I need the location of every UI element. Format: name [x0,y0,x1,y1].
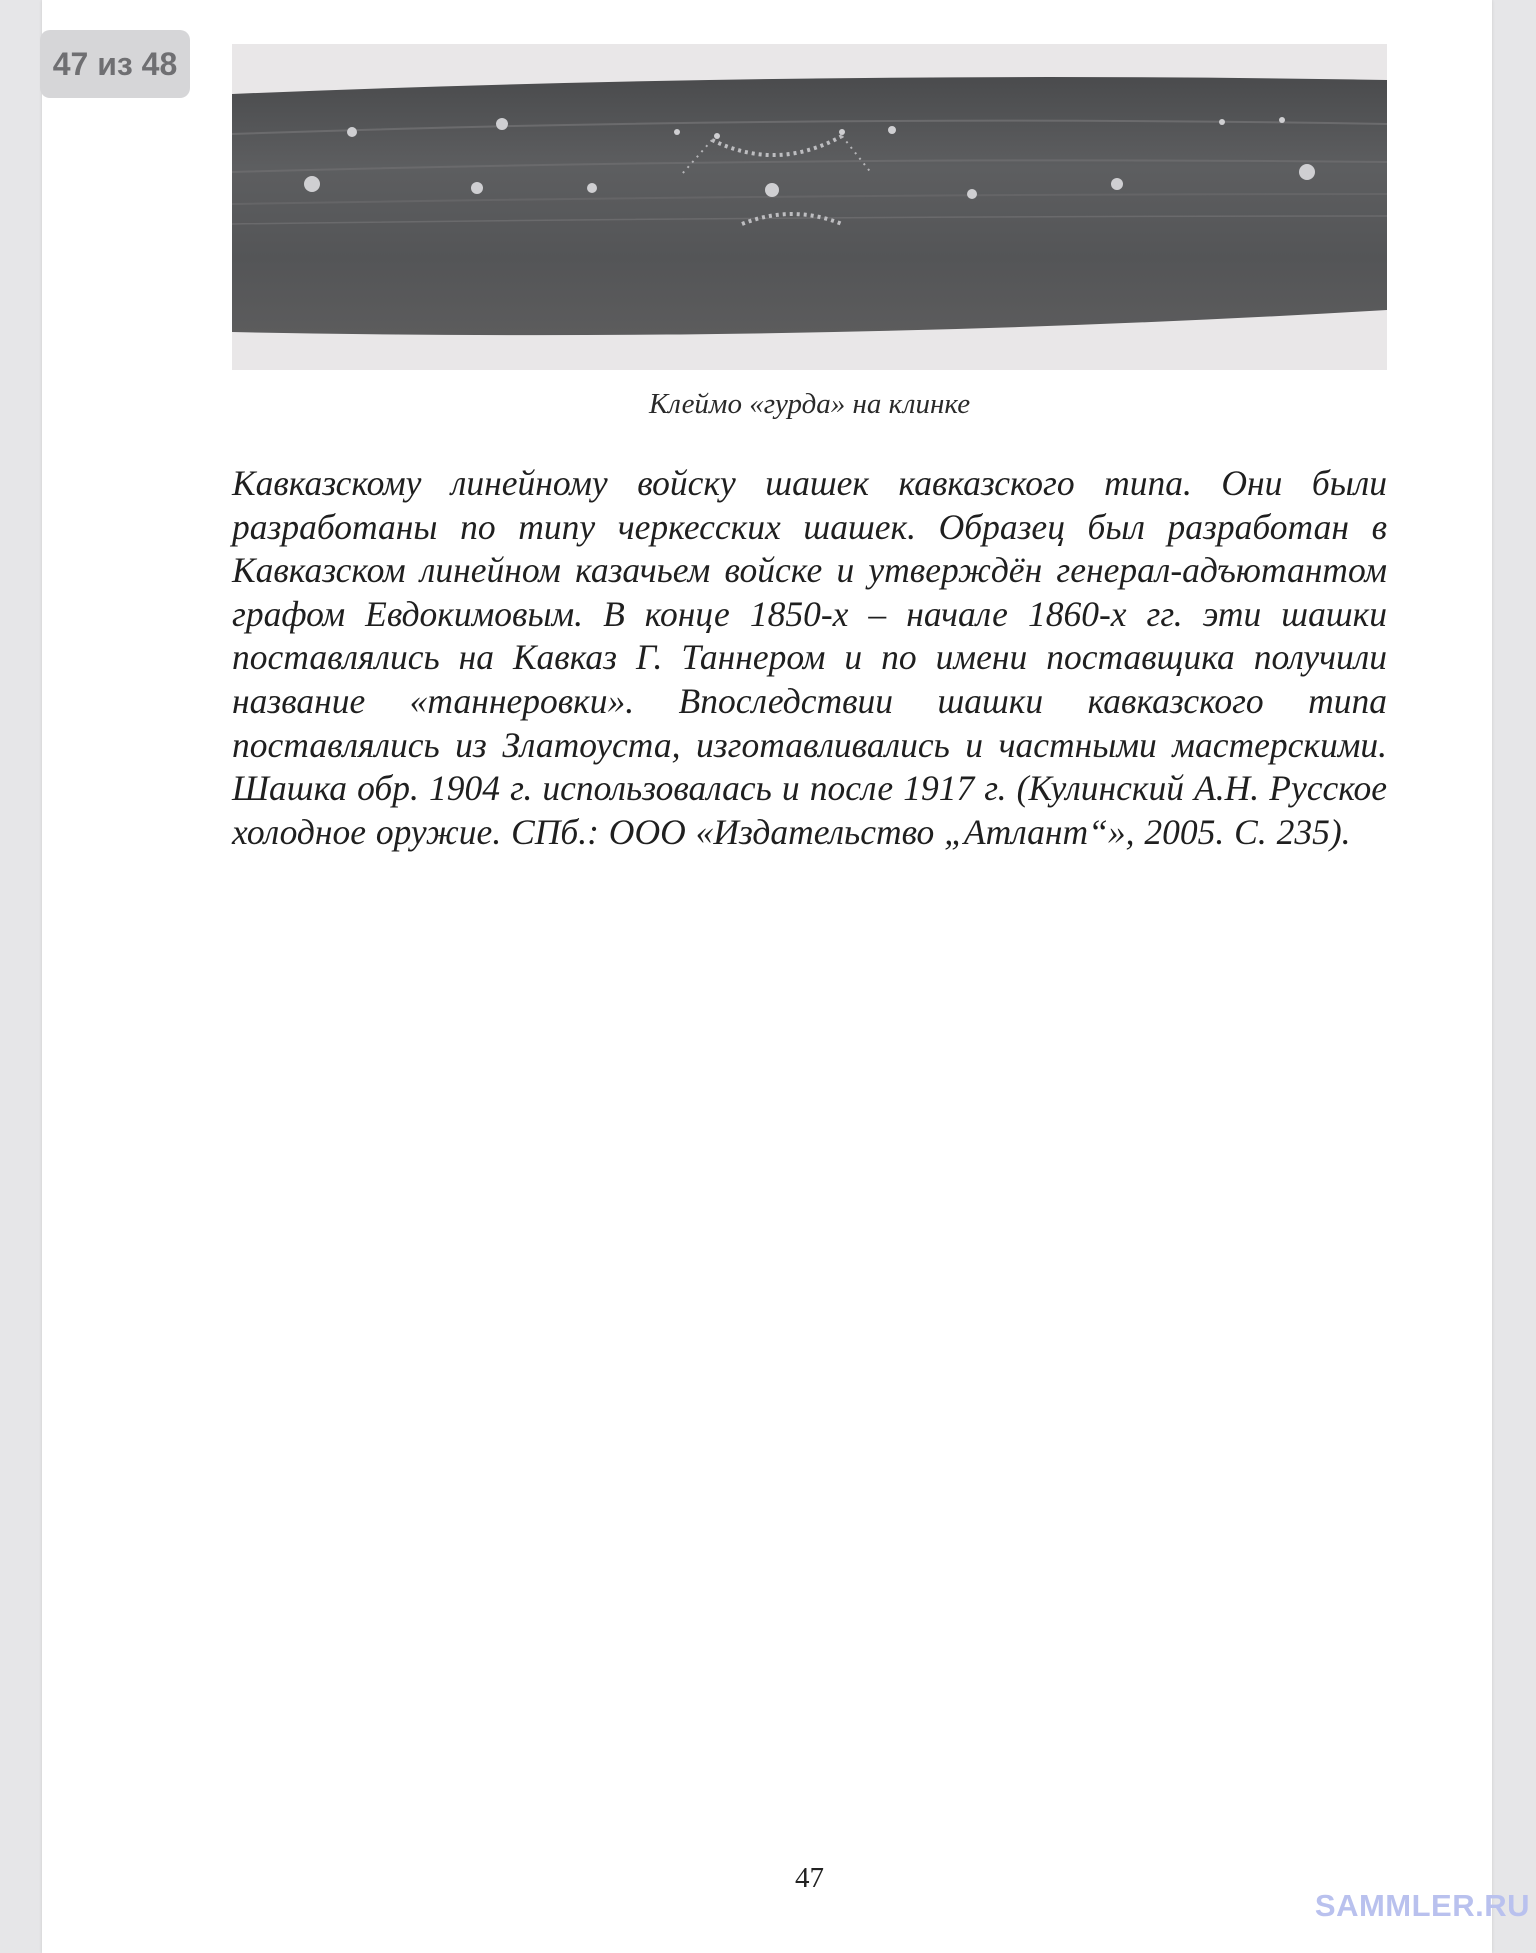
document-page [42,0,1492,1953]
body-paragraph: Кавказскому линейному войску шашек кавказского типа. Они были разработаны по типу черкесских шашек. Образец был разработан в Кавказском линейном казачьем войске и утверждён генерал-адъютантом графом Евдокимовым. В конце 1850-х – начале 1860-х гг. эти шашки поставлялись на Кавказ Г. Таннером и по имени поставщика получили название «таннеровки». Впоследствии шашки кавказского типа поставлялись из Златоуста, изготавливались и частными мастерскими. Шашка обр. 1904 г. использовалась и после 1917 г. (Кулинский А.Н. Русское холодное оружие. СПб.: ООО «Издательство „Атлант“», 2005. С. 235). [232,463,1387,852]
page-indicator: 47 из 48 [40,30,190,98]
blade-photo [232,44,1387,370]
site-watermark: SAMMLER.RU [1314,1888,1530,1923]
page-number: 47 [795,1862,824,1894]
image-caption: Клеймо «гурда» на клинке [648,388,971,420]
